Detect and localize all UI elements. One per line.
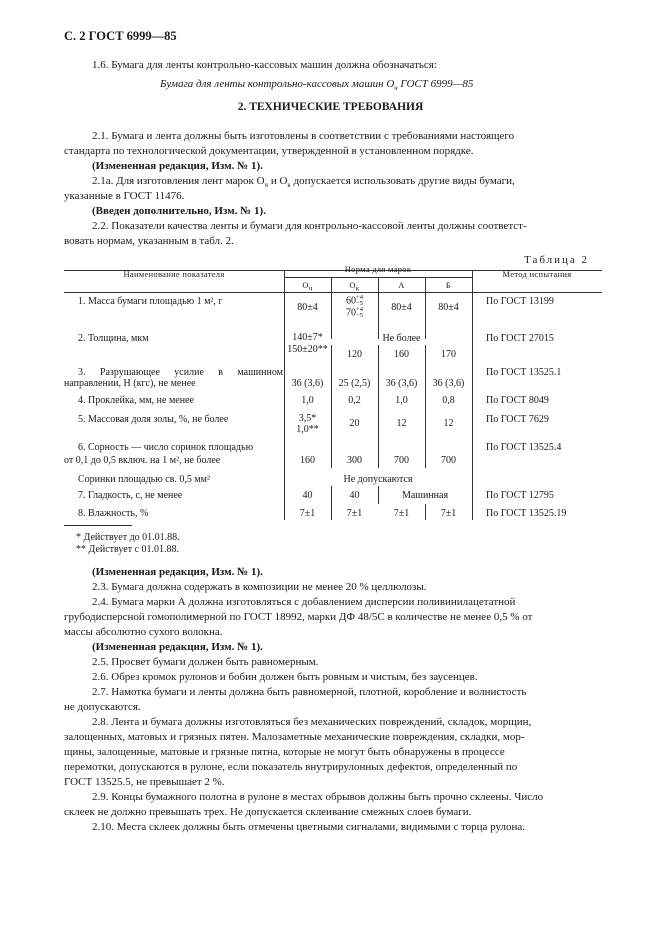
cell-a: 36 (3,6) bbox=[385, 378, 418, 389]
para-2-1a-text: 2.1а. Для изготовления лент марок О bbox=[92, 175, 265, 187]
cell-method: По ГОСТ 8049 bbox=[486, 395, 549, 406]
para-2-1a-line2: указанные в ГОСТ 11476. bbox=[64, 190, 185, 202]
page-header: С. 2 ГОСТ 6999—85 bbox=[64, 29, 177, 43]
cell-ok: 120 bbox=[347, 349, 362, 360]
para-2-2-line2: вовать нормам, указанным в табл. 2. bbox=[64, 235, 234, 247]
para-2-1-line2: стандарта по технологической документации, утвержденной в установленном порядке. bbox=[64, 145, 474, 157]
para-2-8-line4: перемотки, допускаются в рулоне, если показатель внутрирулонных дефектов, определенный по bbox=[64, 761, 518, 773]
row-name: от 0,1 до 0,5 включ. на 1 м², не более bbox=[64, 455, 221, 466]
cell-och: 40 bbox=[302, 490, 313, 501]
para-2-5: 2.5. Просвет бумаги должен быть равномерным. bbox=[92, 656, 319, 668]
para-2-1-line1: 2.1. Бумага и лента должны быть изготовлены в соответствии с требованиями настоящего bbox=[92, 130, 515, 142]
cell-ok: 20 bbox=[349, 418, 360, 429]
cell-och: 140±7* 150±20** bbox=[287, 332, 328, 355]
para-2-10: 2.10. Места склеек должны быть отмечены цветными сигналами, видимыми с торца рулона. bbox=[92, 821, 526, 833]
cell-method: По ГОСТ 7629 bbox=[486, 414, 549, 425]
grade-sub: ч bbox=[264, 181, 269, 190]
para-2-3: 2.3. Бумага должна содержать в композиции не менее 20 % целлюлозы. bbox=[92, 581, 427, 593]
col-divider bbox=[472, 270, 473, 520]
cell-och: 7±1 bbox=[299, 508, 316, 519]
row-name: 5. Массовая доля золы, %, не более bbox=[78, 414, 229, 425]
cell-method: По ГОСТ 12795 bbox=[486, 490, 554, 501]
para-2-4-line2: грубодисперсной гомополимерной по ГОСТ 18992, марки ДФ 48/5С в количестве не менее 0,5 % от bbox=[64, 611, 533, 623]
footnote-1: * Действует до 01.01.88. bbox=[76, 532, 180, 543]
para-2-1a-text: и О bbox=[268, 175, 288, 187]
grade-header: $О_к$ bbox=[349, 280, 360, 293]
cell-och: 80±4 bbox=[297, 302, 318, 313]
row-name: 4. Проклейка, мм, не менее bbox=[78, 395, 194, 406]
amendment-note: (Измененная редакция, Изм. № 1). bbox=[92, 566, 263, 578]
row-name: 8. Влажность, % bbox=[78, 508, 149, 519]
table-label: Таблица 2 bbox=[524, 254, 590, 266]
cell-b: 12 bbox=[443, 418, 454, 429]
cell-b: 170 bbox=[441, 349, 456, 360]
cell-ok: 25 (2,5) bbox=[338, 378, 371, 389]
grade-sub: к bbox=[287, 181, 291, 190]
grade-header: $О_ч$ bbox=[302, 280, 313, 293]
cell-ok: 300 bbox=[347, 455, 362, 466]
section-title: 2. ТЕХНИЧЕСКИЕ ТРЕБОВАНИЯ bbox=[237, 101, 424, 113]
cell-ok: 40 bbox=[349, 490, 360, 501]
row-name: 2. Толщина, мкм bbox=[78, 333, 149, 344]
cell-not-allowed: Не допускаются bbox=[343, 474, 413, 485]
amendment-note: (Измененная редакция, Изм. № 1). bbox=[92, 160, 263, 172]
col-header-norm: Норма для марок bbox=[344, 264, 412, 274]
para-2-7-line1: 2.7. Намотка бумаги и ленты должна быть равномерной, плотной, коробление и волнистость bbox=[92, 686, 527, 698]
cell-a: 12 bbox=[396, 418, 407, 429]
col-divider bbox=[331, 345, 332, 468]
cell-och: 1,0 bbox=[301, 395, 314, 406]
cell-a: 80±4 bbox=[391, 302, 412, 313]
row-name: 1. Масса бумаги площадью 1 м², г bbox=[78, 296, 223, 307]
cell-method: По ГОСТ 13525.1 bbox=[486, 367, 562, 378]
col-divider bbox=[378, 345, 379, 468]
para-2-9-line1: 2.9. Концы бумажного полотна в рулоне в местах обрывов должны быть прочно склеены. Число bbox=[92, 791, 544, 803]
para-2-9-line2: склеек не должно превышать трех. Не допускается склеивание смежных слоев бумаги. bbox=[64, 806, 472, 818]
cell-a: 1,0 bbox=[395, 395, 408, 406]
cell-method: По ГОСТ 13525.4 bbox=[486, 442, 562, 453]
designation-example bbox=[160, 77, 473, 92]
para-2-4-line3: массы абсолютно сухого волокна. bbox=[64, 626, 223, 638]
cell-method: По ГОСТ 13199 bbox=[486, 296, 554, 307]
cell-ok: 0,2 bbox=[348, 395, 361, 406]
row-name: 7. Гладкость, с, не менее bbox=[78, 490, 183, 501]
designation-text: Бумага для ленты контрольно-кассовых машин О bbox=[160, 78, 395, 90]
para-2-1a-text: допускается использовать другие виды бумаги, bbox=[290, 175, 515, 187]
cell-och: 3,5* 1,0** bbox=[296, 413, 319, 435]
para-2-8-line1: 2.8. Лента и бумага должны изготовляться без механических повреждений, складок, морщин, bbox=[92, 716, 532, 728]
col-header-method: Метод испытания bbox=[502, 269, 572, 279]
cell-ab: Машинная bbox=[401, 490, 449, 501]
para-2-8-line5: ГОСТ 13525.5, не превышает 2 %. bbox=[64, 776, 225, 788]
para-2-6: 2.6. Обрез кромок рулонов и бобин должен быть ровным и чистым, без заусенцев. bbox=[92, 671, 478, 683]
cell-b: 36 (3,6) bbox=[432, 378, 465, 389]
cell-ok: 60+4 −5 70+4 −5 bbox=[346, 294, 363, 319]
para-2-4-line1: 2.4. Бумага марки А должна изготовляться с добавлением дисперсии поливинилацетатной bbox=[92, 596, 516, 608]
designation-sub: ч bbox=[394, 84, 398, 93]
col-header-name: Наименование показателя bbox=[123, 269, 225, 279]
cell-method: По ГОСТ 27015 bbox=[486, 333, 554, 344]
cell-nomore: Не более bbox=[382, 333, 421, 344]
row-name: направлении, Н (кгс), не менее bbox=[64, 378, 196, 389]
cell-a: 160 bbox=[394, 349, 409, 360]
row-name: 6. Сорность — число соринок площадью bbox=[78, 442, 254, 453]
cell-ok: 7±1 bbox=[346, 508, 363, 519]
para-1-6: 1.6. Бумага для ленты контрольно-кассовых машин должна обозначаться: bbox=[92, 59, 437, 71]
para-2-8-line2: залощенных, матовых и грязных пятен. Малозаметные механические повреждения, складки, мор- bbox=[64, 731, 525, 743]
grade-header: Б bbox=[445, 280, 452, 290]
cell-method: По ГОСТ 13525.19 bbox=[486, 508, 567, 519]
para-2-1a-line1 bbox=[92, 174, 515, 189]
cell-a: 7±1 bbox=[393, 508, 410, 519]
col-divider bbox=[425, 345, 426, 468]
cell-b: 700 bbox=[441, 455, 456, 466]
row-name: Соринки площадью св. 0,5 мм² bbox=[78, 474, 210, 485]
row-name: 3. Разрушающее усилие в машинном bbox=[78, 367, 283, 378]
para-2-8-line3: щины, залощенные, матовые и грязные пятна, которые не могут быть обнаружены в процессе bbox=[64, 746, 505, 758]
footnote-rule bbox=[64, 525, 132, 526]
table-header-rule bbox=[64, 292, 602, 293]
cell-a: 700 bbox=[394, 455, 409, 466]
cell-b: 7±1 bbox=[440, 508, 457, 519]
para-2-7-line2: не допускаются. bbox=[64, 701, 141, 713]
para-2-2-line1: 2.2. Показатели качества ленты и бумаги для контрольно-кассовой ленты должны соответст- bbox=[92, 220, 527, 232]
amendment-note: (Измененная редакция, Изм. № 1). bbox=[92, 641, 263, 653]
cell-b: 0,8 bbox=[442, 395, 455, 406]
cell-och: 36 (3,6) bbox=[291, 378, 324, 389]
footnote-2: ** Действует с 01.01.88. bbox=[76, 544, 180, 555]
amendment-note: (Введен дополнительно, Изм. № 1). bbox=[92, 205, 266, 217]
cell-b: 80±4 bbox=[438, 302, 459, 313]
designation-std: ГОСТ 6999—85 bbox=[397, 78, 474, 90]
grade-header: А bbox=[398, 280, 405, 290]
cell-och: 160 bbox=[300, 455, 315, 466]
